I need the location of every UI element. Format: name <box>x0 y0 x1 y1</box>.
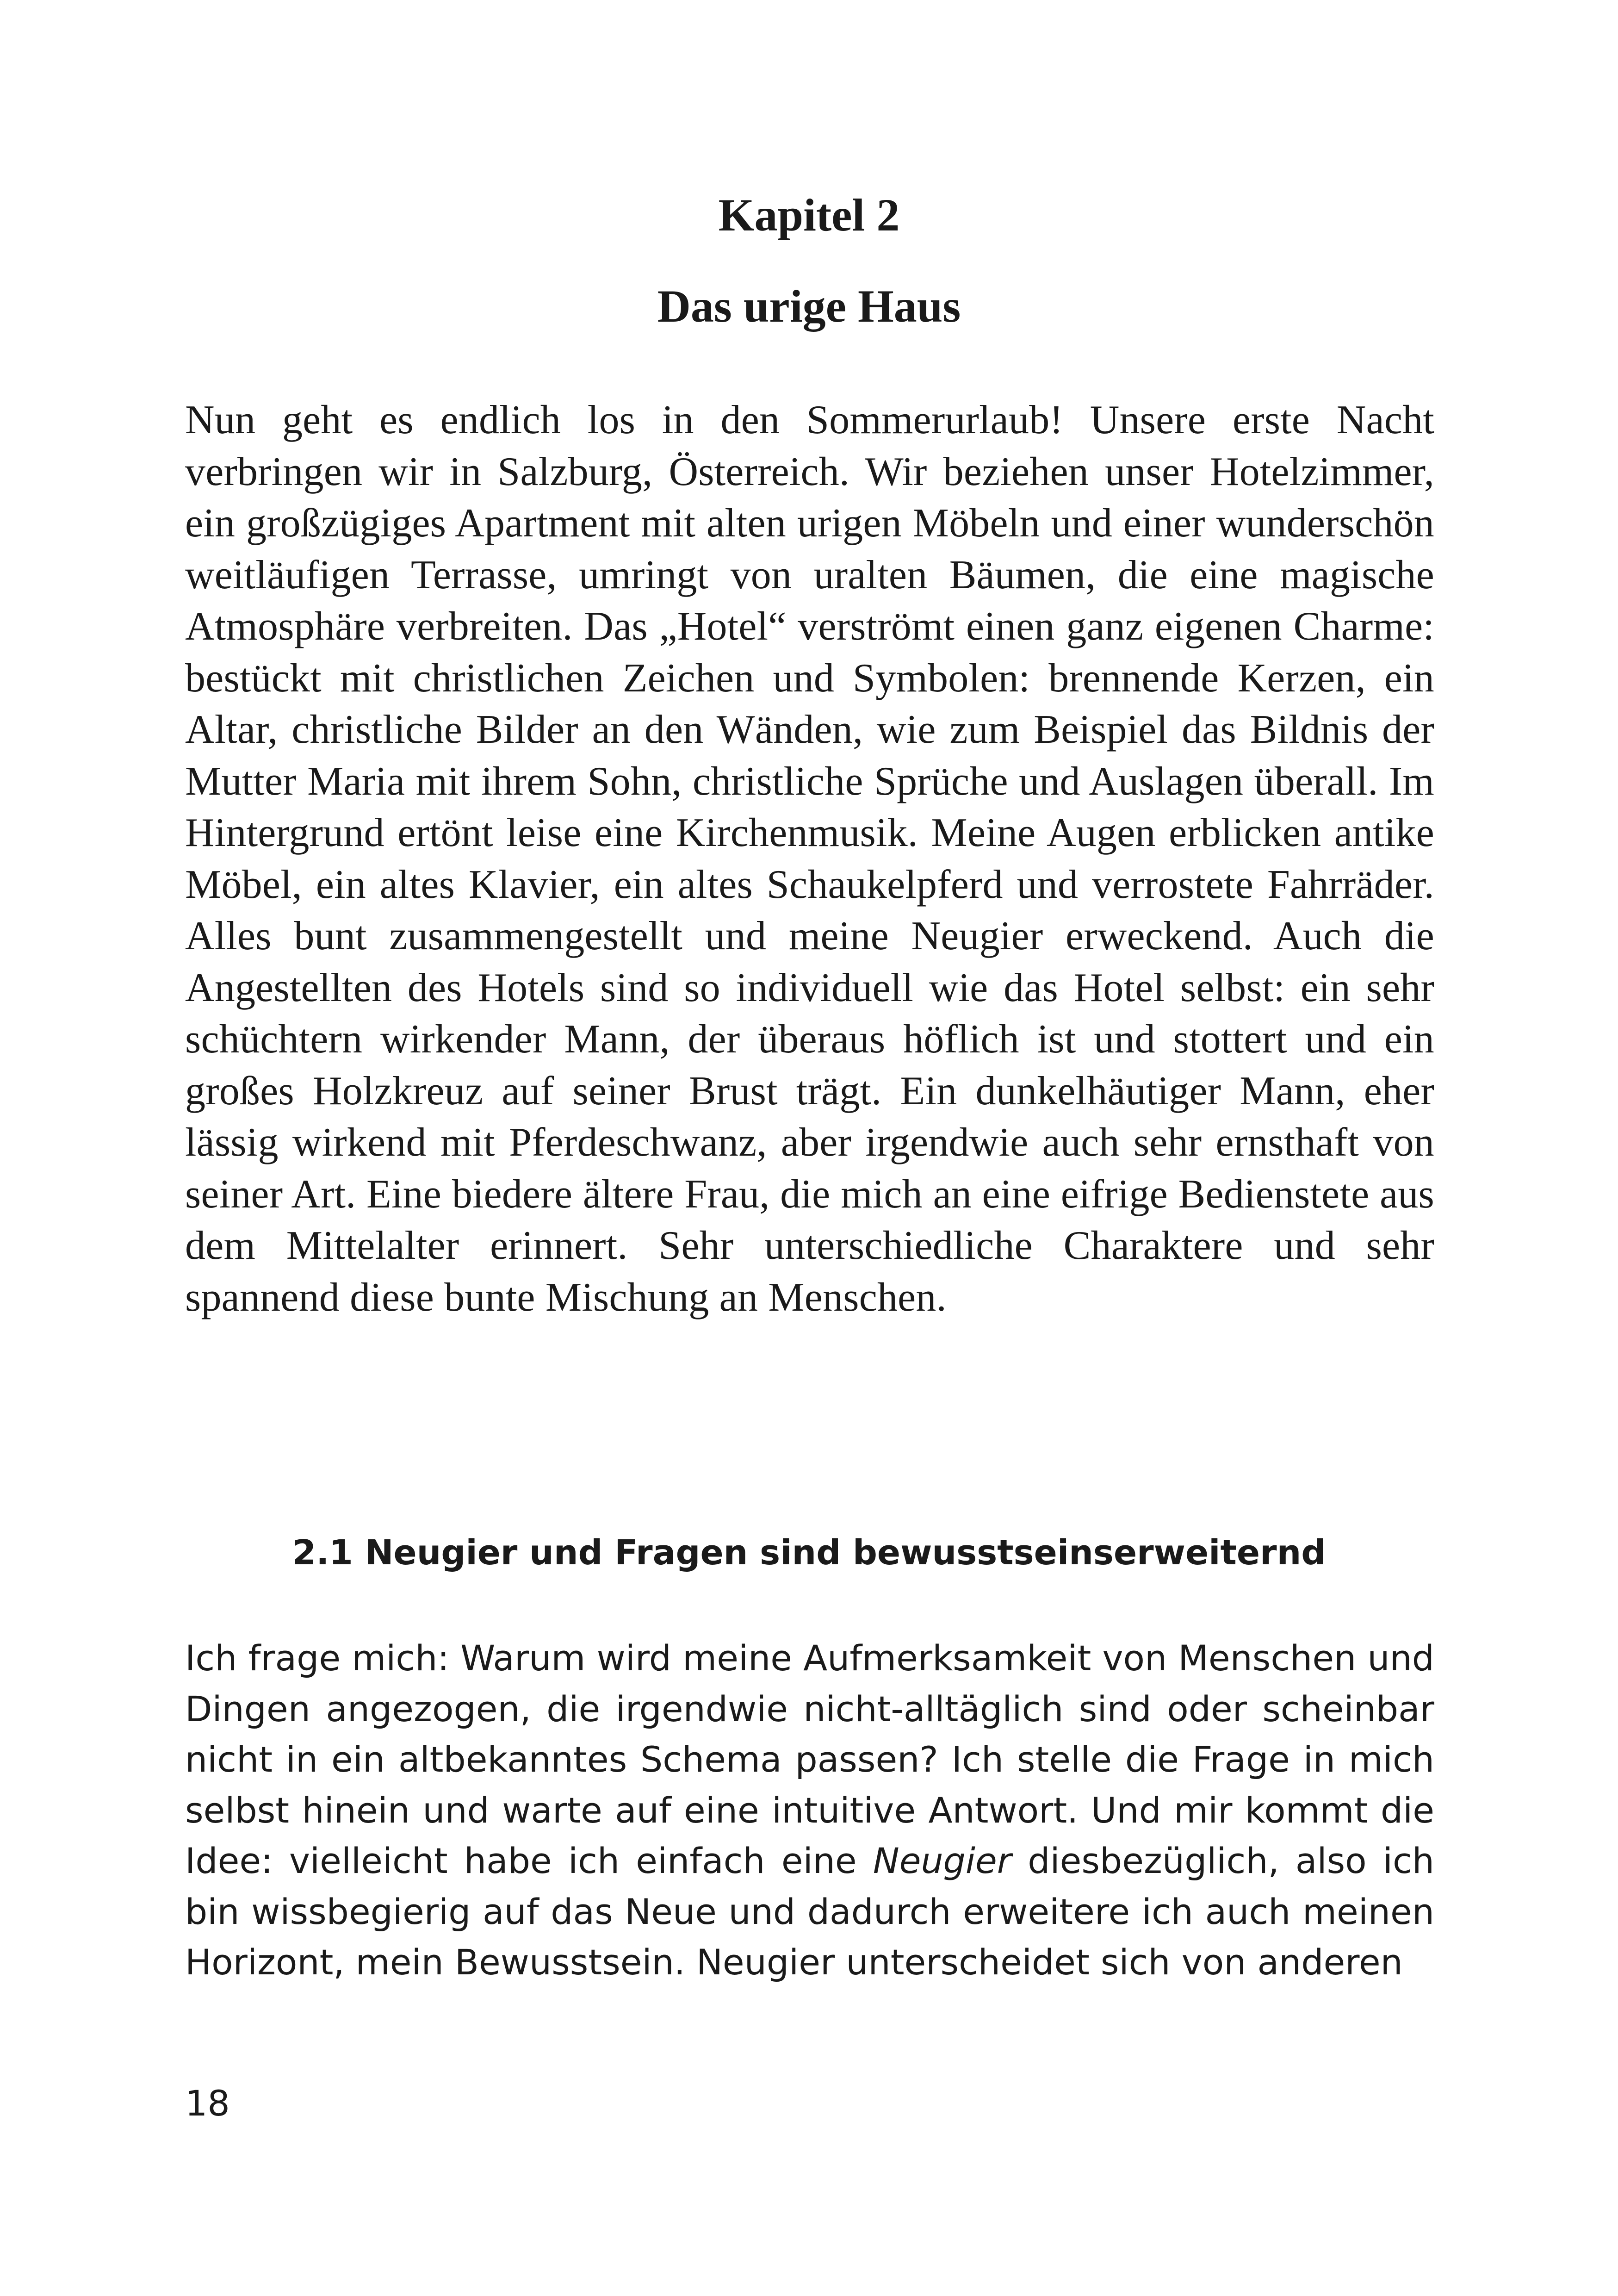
page-number: 18 <box>185 2083 230 2124</box>
section-paragraph <box>185 1633 1434 1988</box>
section-text-end: diesbezüglich, also ich bin wissbegierig auf das Neue und dadurch erweitere ich auch meinen Horizont, mein Bewusstsein. Neugier unterscheidet sich von anderen <box>185 1840 1434 1983</box>
section-heading: 2.1 Neugier und Fragen sind bewusstseinserweiternd <box>292 1533 1326 1573</box>
emphasized-word: Neugier <box>873 1840 1012 1881</box>
chapter-number: Kapitel 2 <box>718 189 900 241</box>
chapter-title: Das urige Haus <box>657 280 961 332</box>
intro-paragraph: Nun geht es endlich los in den Sommerurlaub! Unsere erste Nacht verbringen wir in Salzburg, Österreich. Wir beziehen unser Hotelzimmer, ein großzügiges Apartment mit alten urigen Möbeln und einer wunderschön weitläufigen Terrasse, umringt von uralten Bäumen, die eine magische Atmosphäre verbreiten. Das „Hotel“ verströmt einen ganz eigenen Charme: bestückt mit christlichen Zeichen und Symbolen: brennende Kerzen, ein Altar, christliche Bilder an den Wänden, wie zum Beispiel das Bildnis der Mutter Maria mit ihrem Sohn, christliche Sprüche und Auslagen überall. Im Hintergrund ertönt leise eine Kirchenmusik. Meine Augen erblicken antike Möbel, ein altes Klavier, ein altes Schaukelpferd und verrostete Fahrräder. Alles bunt zusammengestellt und meine Neugier erweckend. Auch die Angestellten des Hotels sind so individuell wie das Hotel selbst: ein sehr schüchtern wirkender Mann, der überaus höflich ist und stottert und ein großes Holzkreuz auf seiner Brust trägt. Ein dunkelhäutiger Mann, eher lässig wirkend mit Pferdeschwanz, aber irgendwie auch sehr ernsthaft von seiner Art. Eine biedere ältere Frau, die mich an eine eifrige Bedienstete aus dem Mittelalter erinnert. Sehr unterschiedliche Charaktere und sehr spannend diese bunte Mischung an Menschen. <box>185 398 1434 1320</box>
section-text-start: Ich frage mich: Warum wird meine Aufmerksamkeit von Menschen und Dingen angezogen, die irgendwie nicht-alltäglich sind oder scheinbar nicht in ein altbekanntes Schema passen? Ich stelle die Frage in mich selbst hinein und warte auf eine intuitive Antwort. Und mir kommt die Idee: vielleicht habe ich einfach eine <box>185 1637 1434 1881</box>
